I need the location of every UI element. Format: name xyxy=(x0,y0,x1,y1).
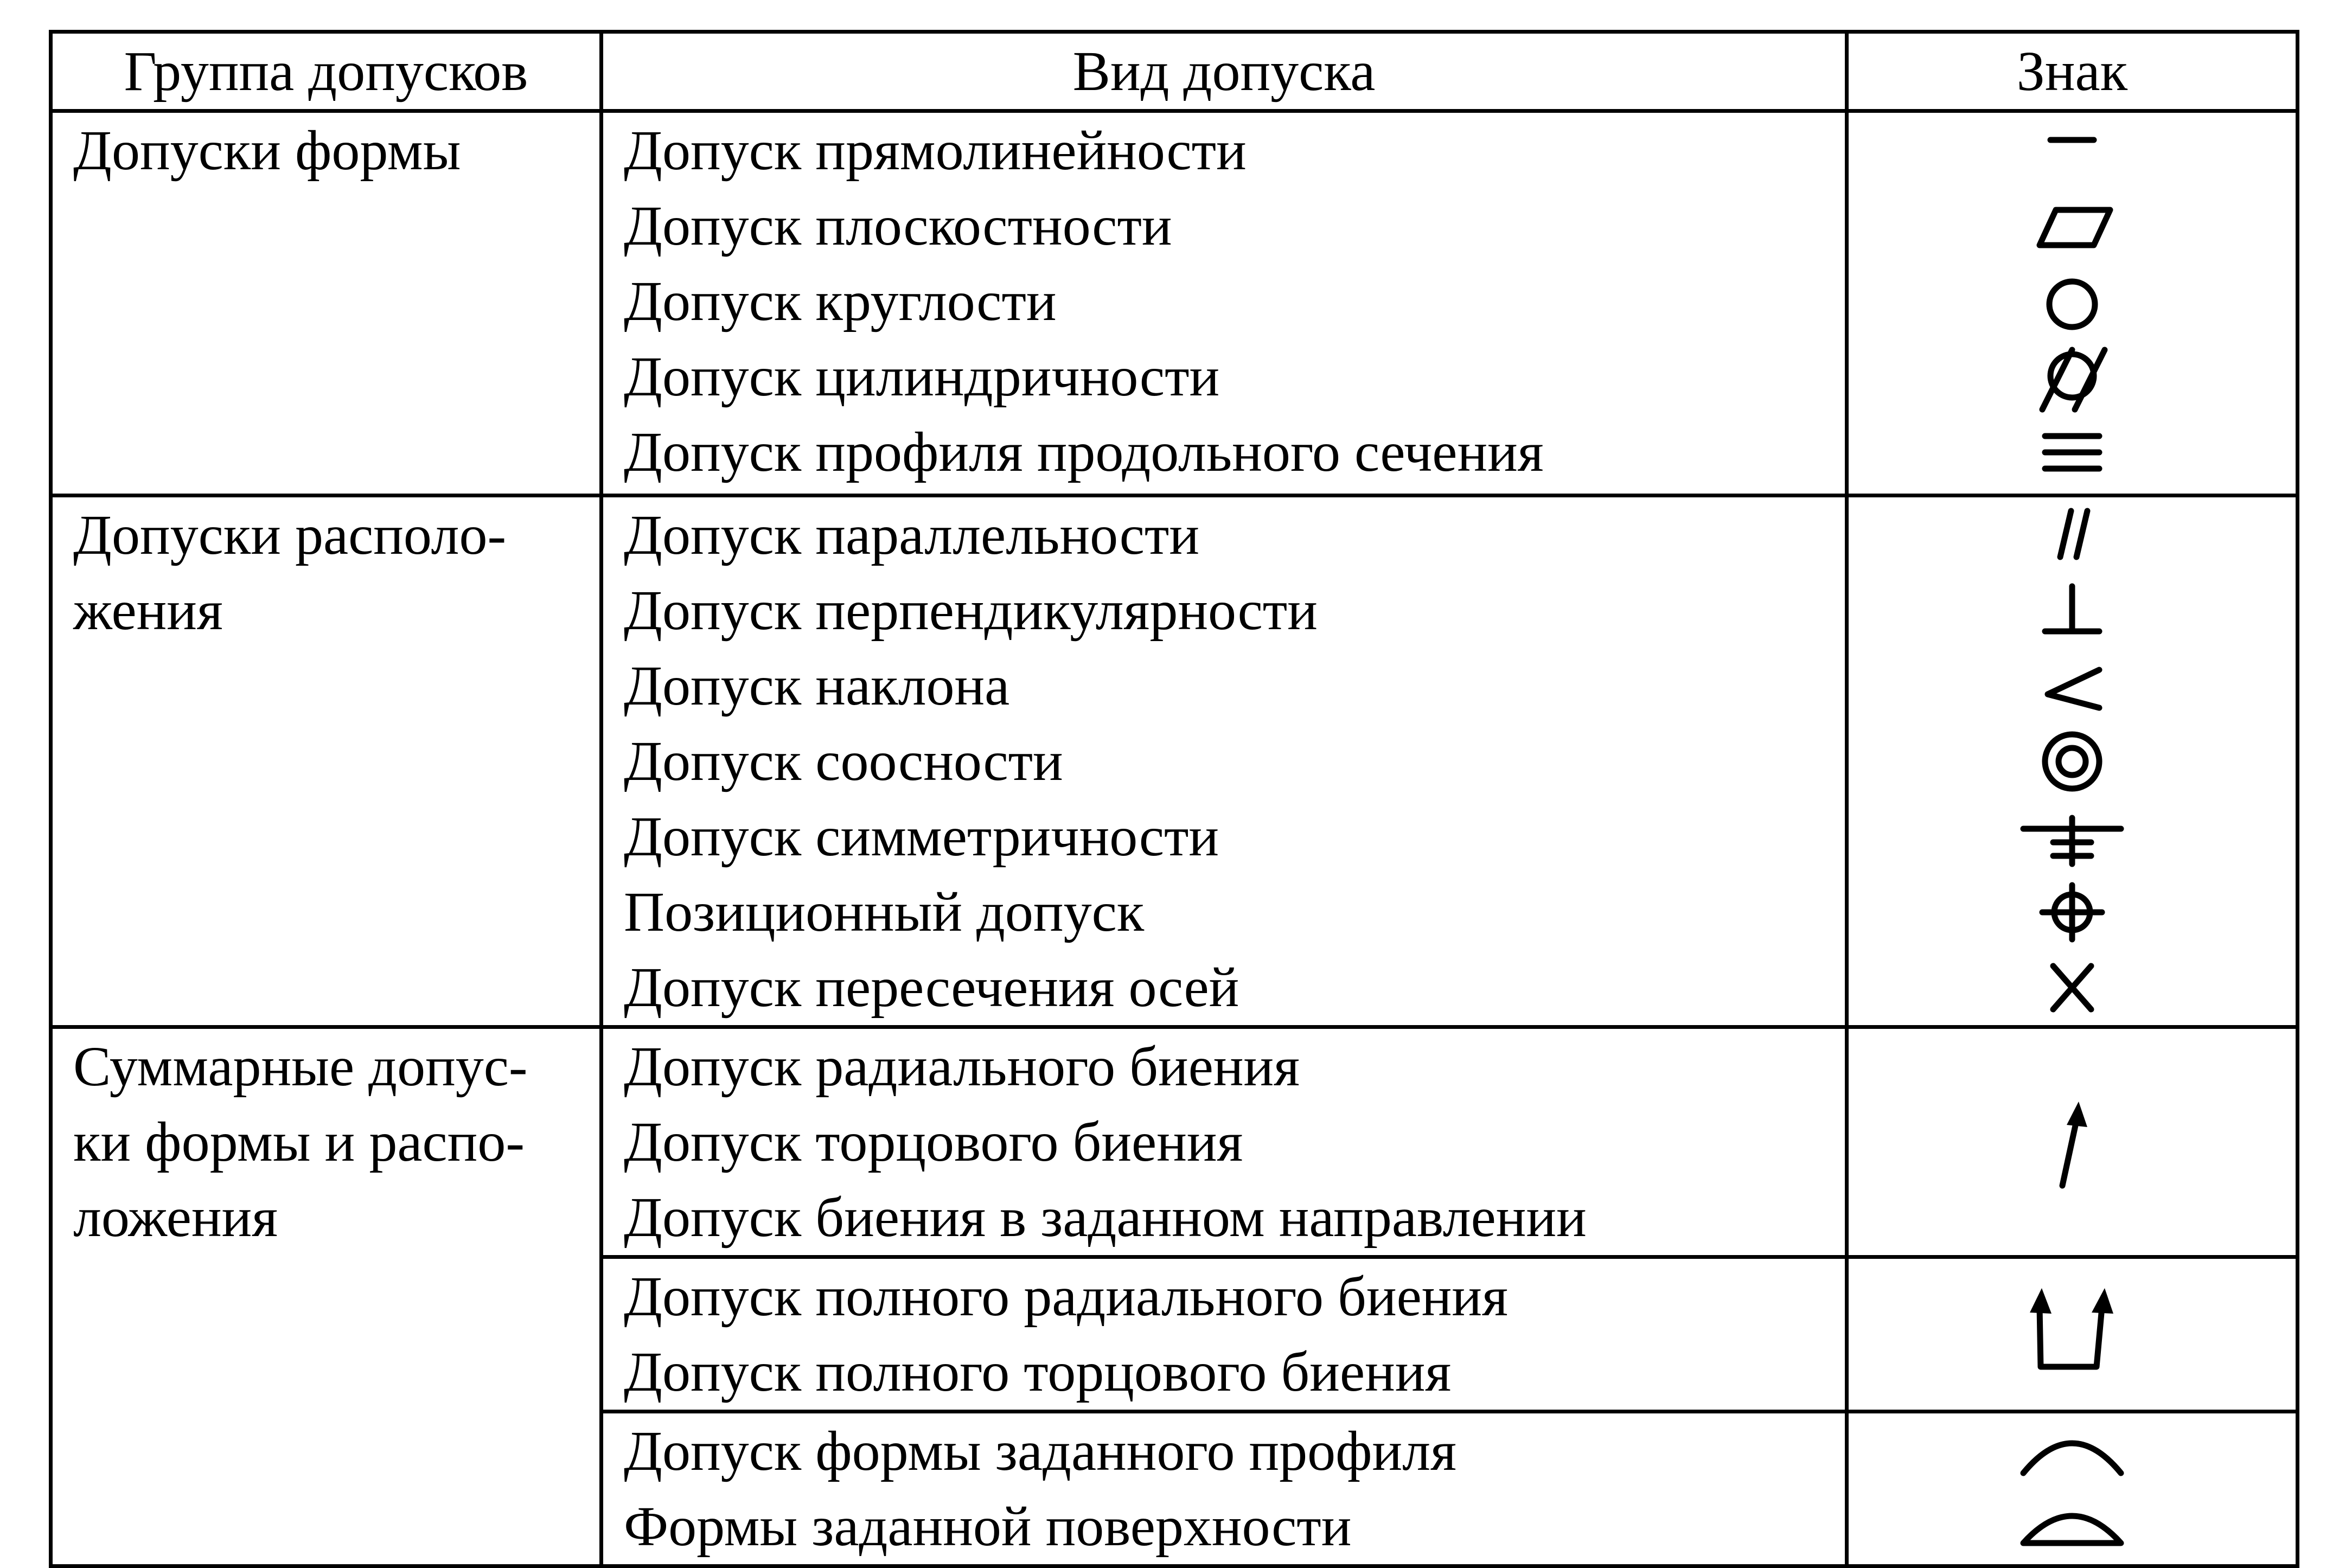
perpendicularity-icon xyxy=(2002,573,2143,648)
axis-intersection-icon xyxy=(2002,950,2143,1025)
header-sign: Знак xyxy=(1847,32,2298,111)
position-icon xyxy=(2002,874,2143,950)
tolerance-kind: Допуск круглости xyxy=(624,270,1057,332)
table-row xyxy=(51,496,2298,1027)
group-label: Суммарные допус- xyxy=(73,1035,528,1098)
table-row xyxy=(51,1027,2298,1257)
tolerance-kind: Допуск торцового биения xyxy=(624,1111,1243,1173)
tolerance-kind: Допуск биения в заданном направлении xyxy=(624,1186,1587,1249)
group-label: жения xyxy=(73,579,223,642)
tolerance-kind: Допуск радиального биения xyxy=(624,1035,1300,1098)
tolerance-kind: Допуск полного торцового биения xyxy=(624,1341,1452,1403)
tolerance-kind: Допуск плоскостности xyxy=(624,195,1172,257)
longitudinal-profile-icon xyxy=(2002,414,2143,490)
tolerance-kind: Допуск профиля продольного сечения xyxy=(624,421,1544,483)
runout-icon xyxy=(2002,1088,2143,1196)
header-kind: Вид допуска xyxy=(602,32,1847,111)
tolerance-kind: Допуск соосности xyxy=(624,730,1063,792)
parallelism-icon xyxy=(2002,497,2143,573)
straightness-icon xyxy=(2002,113,2143,188)
tolerance-table xyxy=(49,30,2299,1568)
tolerance-kind: Допуск полного радиального биения xyxy=(624,1265,1508,1328)
kind-cell xyxy=(602,111,1847,496)
kind-cell xyxy=(602,496,1847,1027)
total-runout-icon xyxy=(2002,1280,2143,1388)
table-header-row xyxy=(51,32,2298,111)
tolerance-kind: Формы заданной поверхности xyxy=(624,1495,1352,1558)
kind-cell xyxy=(602,1027,1847,1257)
sign-cell xyxy=(1847,111,2298,496)
tolerance-kind: Позиционный допуск xyxy=(624,881,1145,943)
tolerance-kind: Допуск наклона xyxy=(624,655,1010,717)
symmetry-icon xyxy=(2002,799,2143,874)
group-label: Допуски располо- xyxy=(73,504,507,566)
coaxiality-icon xyxy=(2002,724,2143,799)
sign-cell xyxy=(1847,1027,2298,1257)
tolerance-kind: Допуск параллельности xyxy=(624,504,1199,566)
angularity-icon xyxy=(2002,648,2143,724)
circularity-icon xyxy=(2002,264,2143,339)
group-cell xyxy=(51,1027,602,1566)
cylindricity-icon xyxy=(2002,339,2143,414)
group-label: ки формы и распо- xyxy=(73,1111,525,1173)
sign-cell xyxy=(1847,496,2298,1027)
profile-of-line-icon xyxy=(2002,1413,2143,1489)
kind-cell xyxy=(602,1257,1847,1412)
group-cell xyxy=(51,111,602,496)
tolerance-kind: Допуск формы заданного профиля xyxy=(624,1420,1456,1482)
group-label: ложения xyxy=(73,1186,278,1249)
table-row xyxy=(51,111,2298,496)
tolerance-kind: Допуск пересечения осей xyxy=(624,956,1239,1019)
tolerance-kind: Допуск перпендикулярности xyxy=(624,579,1318,642)
group-cell xyxy=(51,496,602,1027)
tolerance-kind: Допуск цилиндричности xyxy=(624,345,1220,408)
group-label: Допуски формы xyxy=(73,119,461,182)
flatness-icon xyxy=(2002,188,2143,264)
kind-cell xyxy=(602,1412,1847,1566)
sign-cell xyxy=(1847,1257,2298,1412)
tolerance-kind: Допуск симметричности xyxy=(624,805,1219,868)
sign-cell xyxy=(1847,1412,2298,1566)
profile-of-surface-icon xyxy=(2002,1489,2143,1564)
tolerance-kind: Допуск прямолинейности xyxy=(624,119,1247,182)
header-group: Группа допусков xyxy=(51,32,602,111)
